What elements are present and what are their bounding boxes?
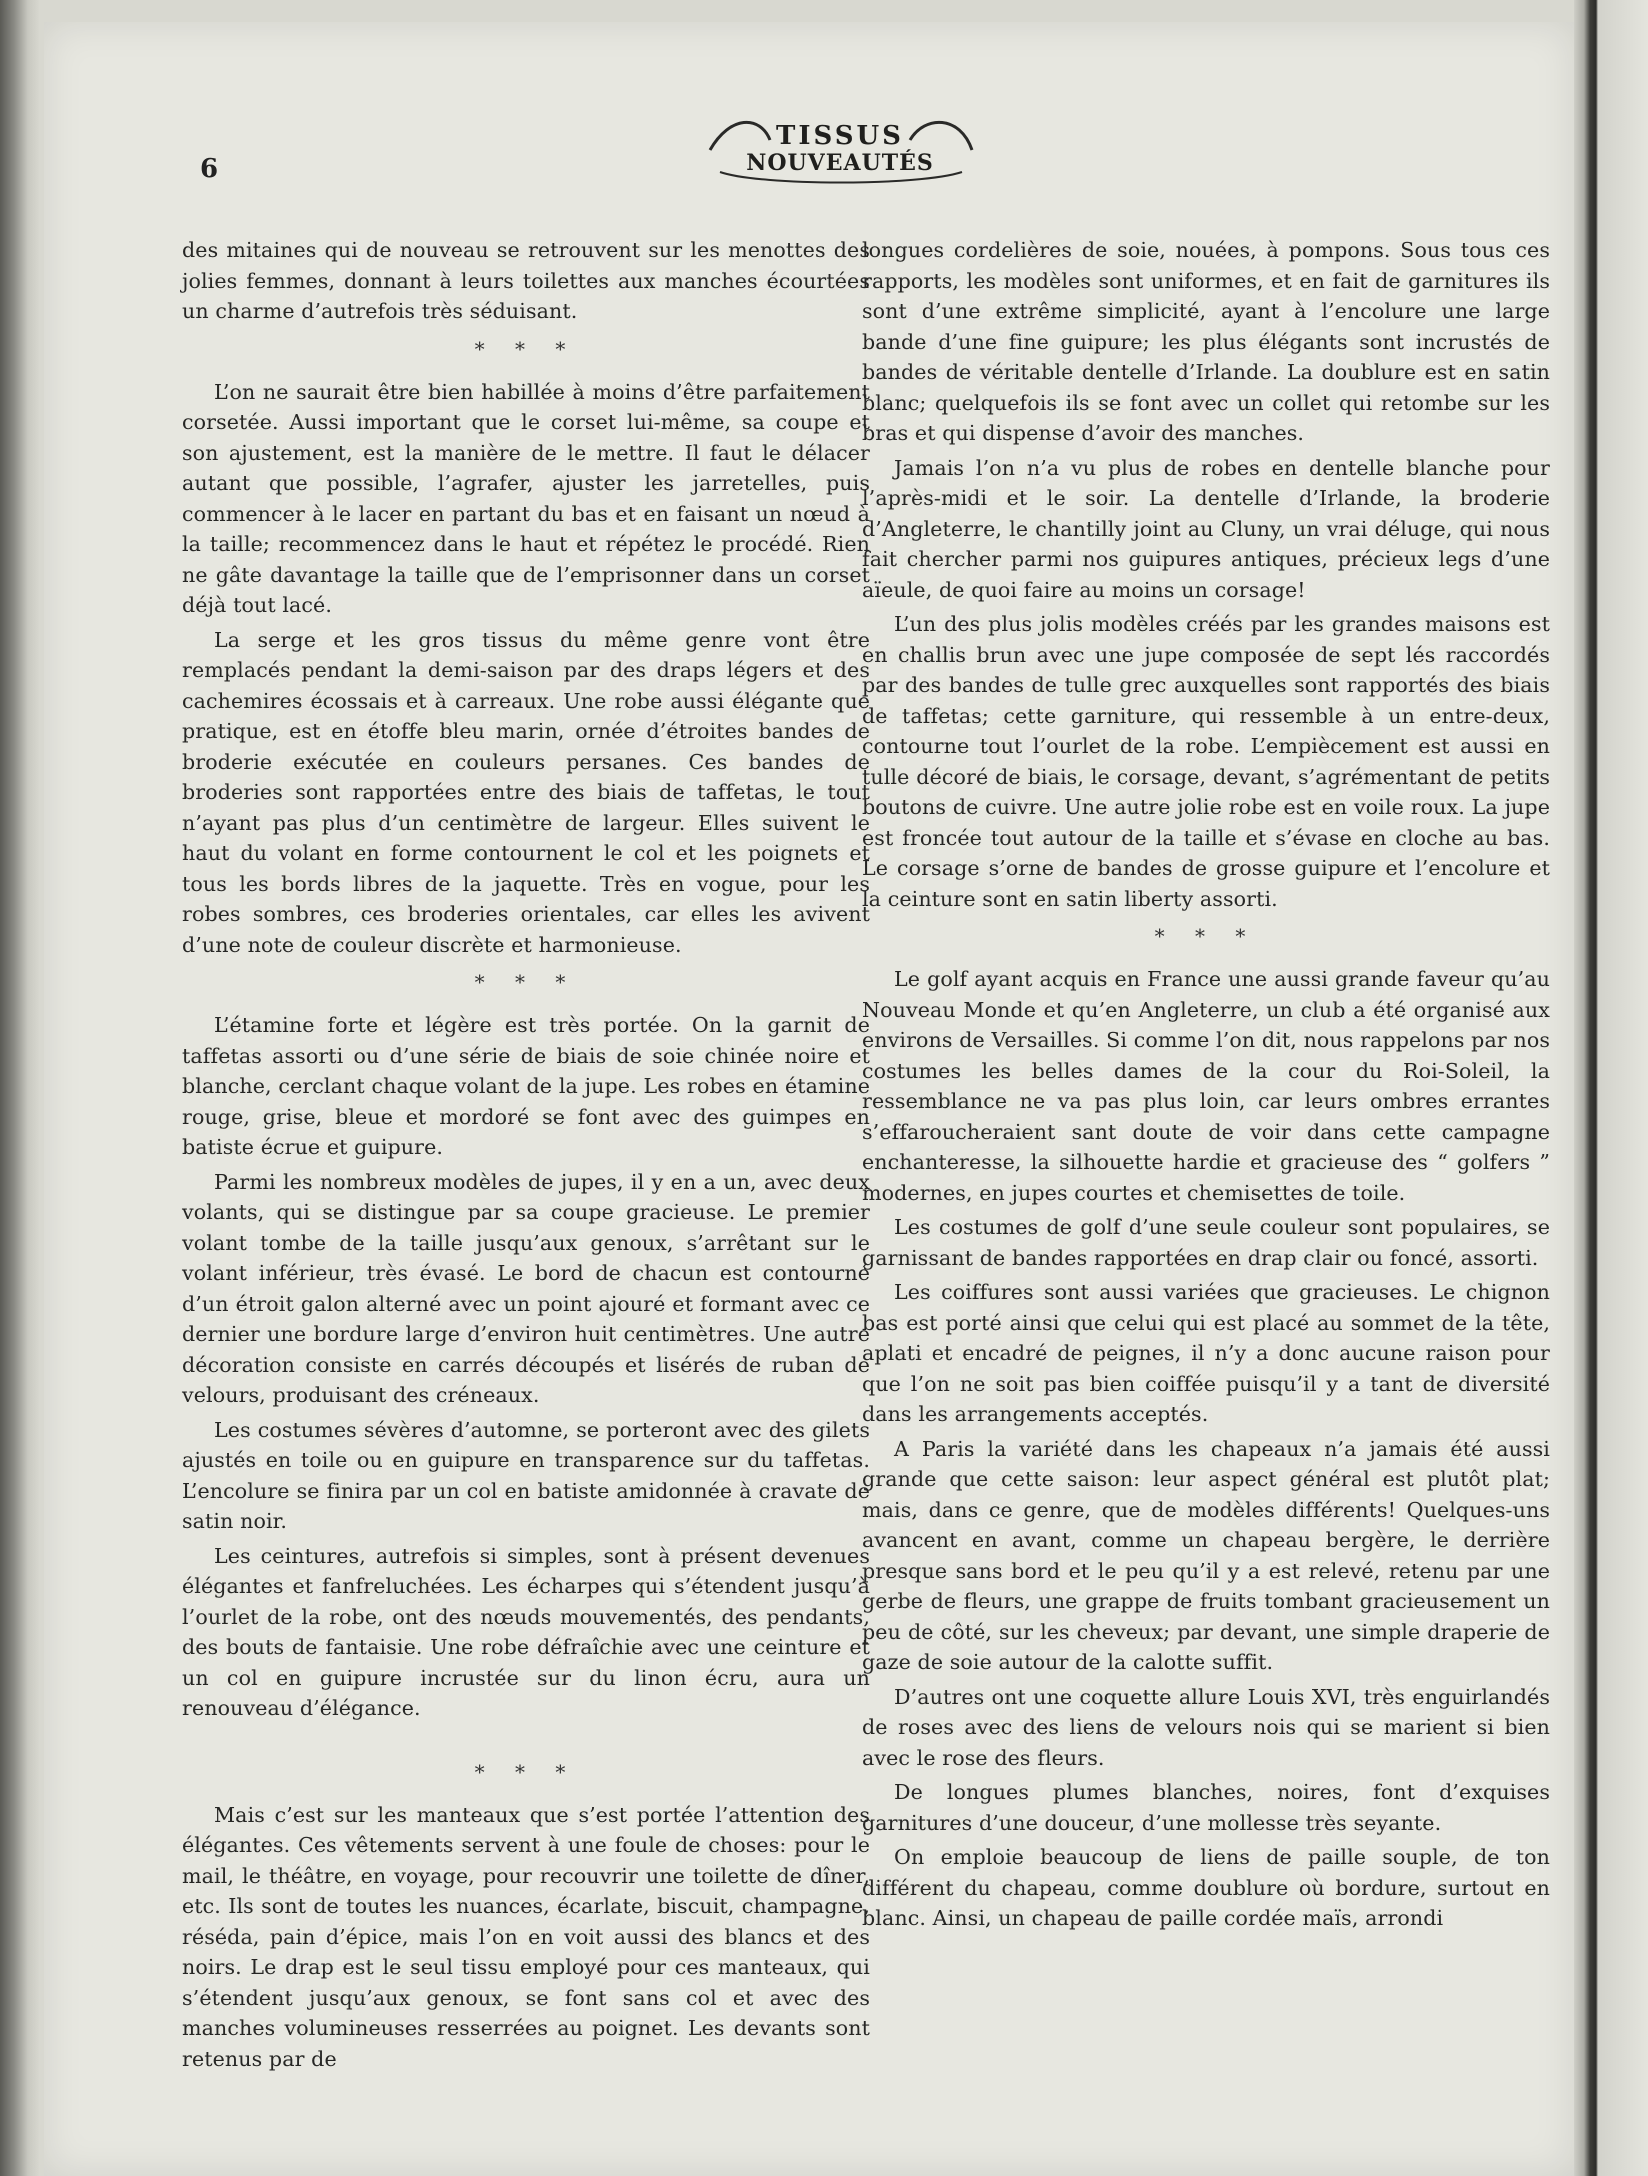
section-divider: * * * xyxy=(474,336,578,361)
paragraph: des mitaines qui de nouveau se retrouvent sur les menottes des jolies femmes, donnant à leurs toilettes aux manches écourtées un charme d’autrefois très séduisant. xyxy=(182,238,870,323)
paragraph: L’étamine forte et légère est très portée. On la garnit de taffetas assorti ou d’une série de biais de soie chinée noire et blanche, cerclant chaque volant de la jupe. Les robes en étamine rouge, grise, bleue et mordoré se font avec des guimpes en batiste écrue et guipure. xyxy=(182,1013,870,1159)
section-divider: * * * xyxy=(474,1759,578,1784)
masthead-line2: NOUVEAUTÉS xyxy=(746,150,934,176)
paragraph: La serge et les gros tissus du même genre vont être remplacés pendant la demi-saison par des draps légers et des cachemires écossais et à carreaux. Une robe aussi élégante que pratique, est en étoffe bleu marin, ornée d’étroites bandes de broderie exécutée en couleurs persanes. Ces bandes de broderies sont rapportées entre des biais de taffetas, le tout n’ayant pas plus d’un centimètre de largeur. Elles suivent le haut du volant en forme contournent le col et les poignets et tous les bords libres de la jaquette. Très en vogue, pour les robes sombres, ces broderies orientales, car elles les avivent d’une note de couleur discrète et harmonieuse. xyxy=(182,627,870,957)
paragraph: A Paris la variété dans les chapeaux n’a jamais été aussi grande que cette saison: leur aspect général est plutôt plat; mais, dans ce genre, que de modèles différents! Quelques-uns avancent en avant, comme un chapeau bergère, le derrière presque sans bord et le peu qu’il y a est relevé, retenu par une gerbe de fleurs, une grappe de fruits tombant gracieusement un peu de côté, sur les cheveux; par devant, une simple draperie de gaze de soie autour de la calotte suffit. xyxy=(862,1436,1550,1674)
paragraph: On emploie beaucoup de liens de paille souple, de ton différent du chapeau, comme doublure où bordure, surtout en blanc. Ainsi, un chapeau de paille cordée maïs, arrondi xyxy=(862,1845,1550,1930)
section-divider: * * * xyxy=(474,970,578,994)
masthead-logo xyxy=(700,110,980,190)
spacer xyxy=(182,1728,870,1750)
paragraph: Les costumes sévères d’automne, se porteront avec des gilets ajustés en toile ou en guipure en transparence sur du taffetas. L’encolure se finira par un col en batiste amidonnée à cravate de satin noir. xyxy=(182,1417,870,1533)
paragraph: L’un des plus jolis modèles créés par les grandes maisons est en challis brun avec une jupe composée de sept lés raccordés par des bandes de tulle grec auxquelles sont rapportés des biais de taffetas; cette garniture, qui ressemble à un entre-deux, contourne tout l’ourlet de la robe. L’empiècement est aussi en tulle décoré de biais, le corsage, devant, s’agrémentant de petits boutons de cuivre. Une autre jolie robe est en voile roux. La jupe est froncée tout autour de la taille et s’évase en cloche au bas. Le corsage s’orne de bandes de grosse guipure et l’encolure et la ceinture sont en satin liberty assorti. xyxy=(862,612,1550,911)
paragraph: longues cordelières de soie, nouées, à pompons. Sous tous ces rapports, les modèles sont uniformes, et en fait de garnitures ils sont d’une extrême simplicité, ayant à l’encolure une large bande d’une fine guipure; les plus élégants sont incrustés de bandes de véritable dentelle d’Irlande. La doublure est en satin blanc; quelquefois ils se font avec un collet qui retombe sur les bras et qui dispense d’avoir des manches. xyxy=(862,238,1550,445)
left-column xyxy=(182,235,870,2078)
paragraph: Mais c’est sur les manteaux que s’est portée l’attention des élégantes. Ces vêtements servent à une foule de choses: pour le mail, le théâtre, en voyage, pour recouvrir une toilette de dîner, etc. Ils sont de toutes les nuances, écarlate, biscuit, champagne, réséda, pain d’épice, mais l’on en voit aussi des blancs et des noirs. Le drap est le seul tissu employé pour ces manteaux, qui s’étendent jusqu’aux genoux, se font sans col et avec des manches volumineuses resserrées au poignet. Les devants sont retenus par de xyxy=(182,1802,870,2071)
paragraph: Les ceintures, autrefois si simples, sont à présent devenues élégantes et fanfreluchées. Les écharpes qui s’étendent jusqu’à l’ourlet de la robe, ont des nœuds mouvementés, des pendants, des bouts de fantaisie. Une robe défraîchie avec une ceinture et un col en guipure incrustée sur du linon écru, aura un renouveau d’élégance. xyxy=(182,1543,870,1720)
right-column xyxy=(862,235,1550,1938)
paragraph: D’autres ont une coquette allure Louis XVI, très enguirlandés de roses avec des liens de velours nois qui se marient si bien avec le rose des fleurs. xyxy=(862,1684,1550,1770)
masthead-line1: TISSUS xyxy=(776,121,904,151)
paragraph: Parmi les nombreux modèles de jupes, il y en a un, avec deux volants, qui se distingue par sa coupe gracieuse. Le premier volant tombe de la taille jusqu’aux genoux, s’arrêtant sur le volant inférieur, très évasé. Le bord de chacun est contourné d’un étroit galon alterné avec un point ajouré et formant avec ce dernier une bordure large d’environ huit centimètres. Une autre décoration consiste en carrés découpés et lisérés de ruban de velours, produisant des créneaux. xyxy=(182,1169,870,1407)
paragraph: Jamais l’on n’a vu plus de robes en dentelle blanche pour l’après-midi et le soir. La dentelle d’Irlande, la broderie d’Angleterre, le chantilly joint au Cluny, un vrai déluge, qui nous fait chercher parmi nos guipures antiques, précieux legs d’une aïeule, de quoi faire au moins un corsage! xyxy=(862,455,1550,602)
paragraph: Les costumes de golf d’une seule couleur sont populaires, se garnissant de bandes rapportées en drap clair ou foncé, assorti. xyxy=(862,1215,1550,1270)
page-number: 6 xyxy=(200,154,219,184)
paragraph: Le golf ayant acquis en France une aussi grande faveur qu’au Nouveau Monde et qu’en Angleterre, un club a été organisé aux environs de Versailles. Si comme l’on dit, nous rappelons par nos costumes les belles dames de la cour du Roi-Soleil, la ressemblance ne va pas plus loin, car leurs ombres errantes s’effaroucheraient sant doute de voir dans cette campagne enchanteresse, la silhouette hardie et gracieuse des “ golfers ” modernes, en jupes courtes et chemisettes de toile. xyxy=(862,967,1550,1205)
paragraph: L’on ne saurait être bien habillée à moins d’être parfaitement corsetée. Aussi important que le corset lui-même, sa coupe et son ajustement, est la manière de le mettre. Il faut le délacer autant que possible, l’agrafer, ajuster les jarretelles, puis commencer à le lacer en partant du bas et en faisant un nœud à la taille; recommencez dans le haut et répétez le procédé. Rien ne gâte davantage la taille que de l’emprisonner dans un corset déjà tout lacé. xyxy=(182,379,870,617)
section-divider: * * * xyxy=(1154,924,1258,948)
book-binding-edge xyxy=(1574,0,1648,2176)
paragraph: Les coiffures sont aussi variées que gracieuses. Le chignon bas est porté ainsi que celui qui est placé au sommet de la tête, aplati et encadré de peignes, il n’y a donc aucune raison pour que l’on ne soit pas bien coiffée puisqu’il y a tant de diversité dans les arrangements acceptés. xyxy=(862,1280,1550,1426)
paragraph: De longues plumes blanches, noires, font d’exquises garnitures d’une douceur, d’une mollesse très seyante. xyxy=(862,1780,1550,1835)
